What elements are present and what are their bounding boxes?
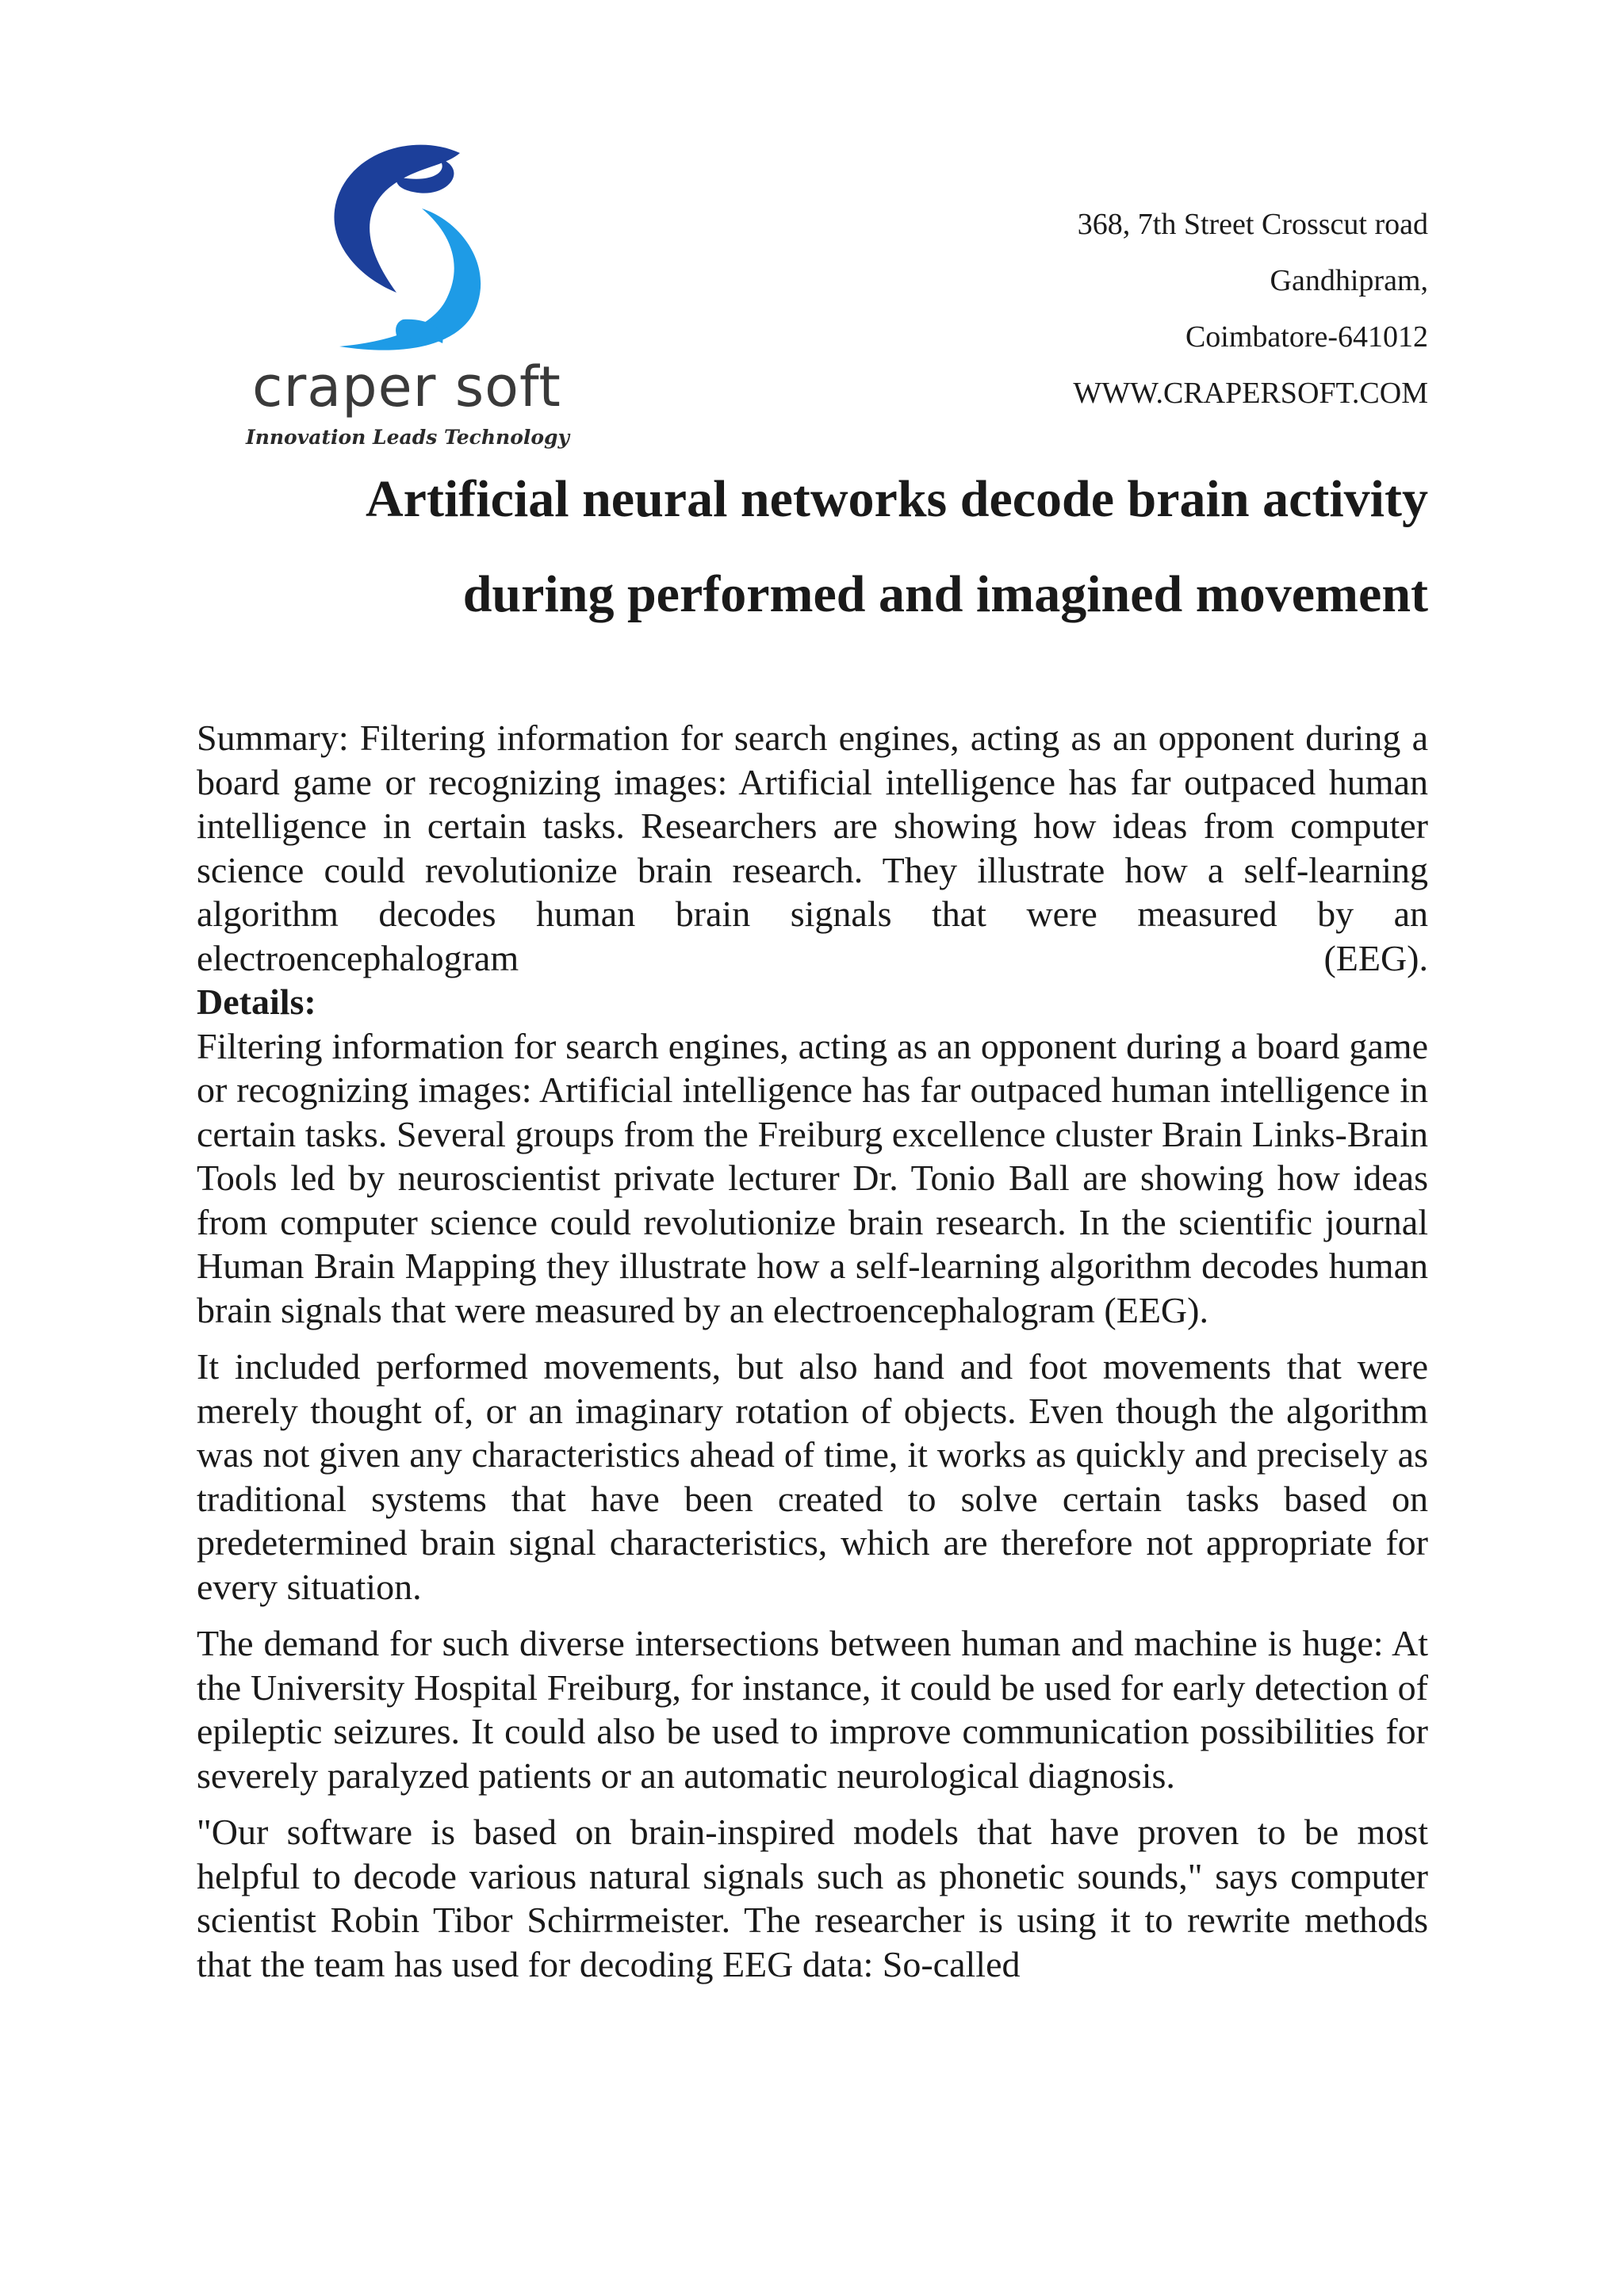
address-area: Gandhipram, xyxy=(1270,264,1428,297)
craper-soft-logo-icon xyxy=(238,139,571,369)
body-paragraph: It included performed movements, but also hand and foot movements that were merely thought of, or an imaginary rotation of objects. Even though the algorithm was not given any characteristics ahead of time, it works as quickly and precisely as traditional systems that have been created to solve certain tasks based on predetermined brain signal characteristics, which are therefore not appropriate for every situation. xyxy=(197,1346,1428,1607)
summary-paragraph: Summary: Filtering information for search engines, acting as an opponent during a board game or recognizing images: Artificial intelligence has far outpaced human intelligence in certain tasks. Researchers are showing how ideas from computer science could revolutionize brain research. They illustrate how a self-learning algorithm decodes human brain signals that were measured by an electroencephalogram (EEG). xyxy=(197,718,1428,978)
title-line-2: during performed and imagined movement xyxy=(462,565,1428,623)
body-paragraph: "Our software is based on brain-inspired models that have proven to be most helpful to decode various natural signals such as phonetic sounds," says computer scientist Robin Tibor Schirrmeister. The researcher is using it to rewrite methods that the team has used for decoding EEG data: So-called xyxy=(197,1812,1428,1984)
body-paragraph: The demand for such diverse intersections between human and machine is huge: At the University Hospital Freiburg, for instance, it could be used for early detection of epileptic seizures. It could also be used to improve communication possibilities for severely paralyzed patients or an automatic neurological diagnosis. xyxy=(197,1623,1428,1796)
address-city: Coimbatore-641012 xyxy=(1185,320,1428,354)
company-logo xyxy=(238,139,571,464)
details-heading: Details: xyxy=(197,982,316,1022)
logo-tagline: Innovation Leads Technology xyxy=(246,426,570,449)
logo-name: craper soft xyxy=(252,354,561,419)
address-website: WWW.CRAPERSOFT.COM xyxy=(1073,377,1428,410)
body-paragraph: Filtering information for search engines, acting as an opponent during a board game or recognizing images: Artificial intelligence has far outpaced human intelligence in certain tasks. Several groups from the Freiburg excellence cluster Brain Links-Brain Tools led by neuroscientist private lecturer Dr. Tonio Ball are showing how ideas from computer science could revolutionize brain research. In the scientific journal Human Brain Mapping they illustrate how a self-learning algorithm decodes human brain signals that were measured by an electroencephalogram (EEG). xyxy=(197,1025,1428,1330)
article-body xyxy=(197,716,1428,1986)
company-address xyxy=(1073,197,1428,422)
article-title xyxy=(238,452,1428,642)
address-street: 368, 7th Street Crosscut road xyxy=(1077,208,1428,241)
title-line-1: Artificial neural networks decode brain activity xyxy=(366,470,1428,528)
